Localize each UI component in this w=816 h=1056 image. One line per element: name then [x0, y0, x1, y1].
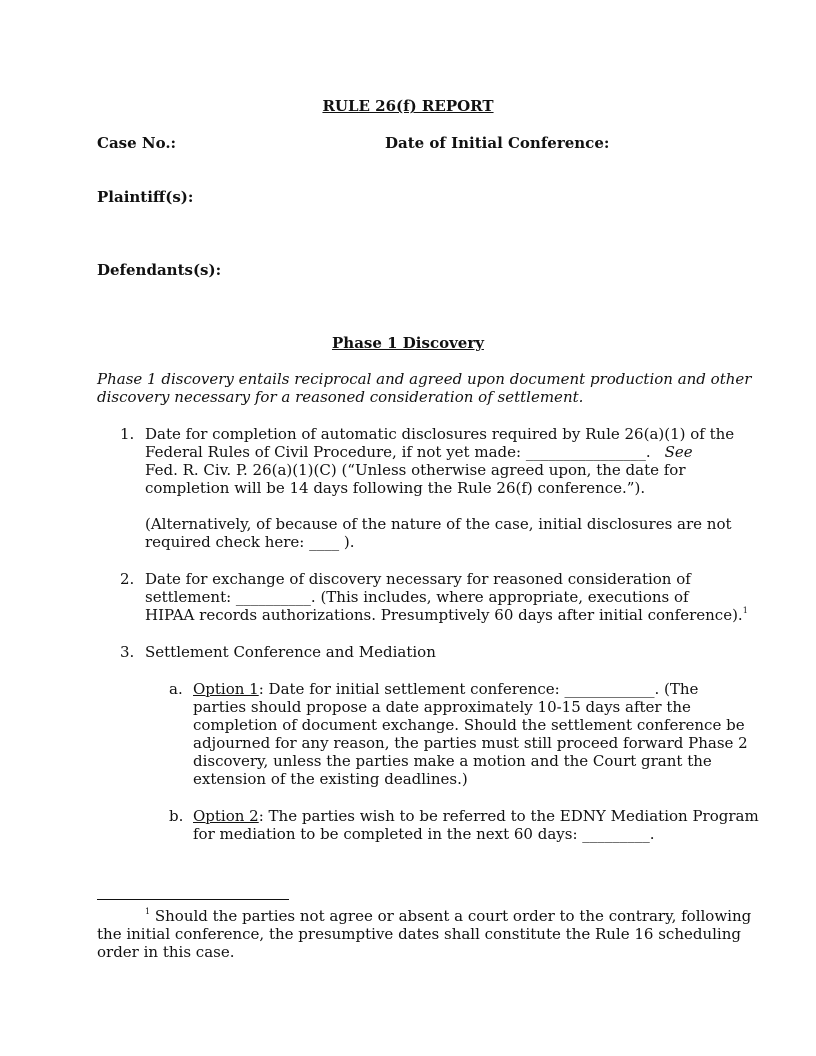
item-3a-text: extension of the existing deadlines.) — [193, 770, 468, 788]
item-2-text: settlement: __________. (This includes, where appropriate, executions of — [145, 588, 689, 606]
item-1-alternative-text: required check here: ____ ). — [145, 533, 355, 551]
option-1-label: Option 1 — [193, 680, 259, 698]
item-1-line — [145, 443, 693, 461]
item-1-text: Fed. R. Civ. P. 26(a)(1)(C) (“Unless otherwise agreed upon, the date for — [145, 461, 686, 479]
footnote-marker: 1 — [145, 907, 151, 916]
item-3-text: Settlement Conference and Mediation — [145, 643, 436, 661]
footnote-separator — [97, 899, 289, 900]
defendants-label: Defendants(s): — [97, 261, 222, 279]
item-2-number: 2. — [120, 570, 135, 588]
item-3a-line — [193, 680, 698, 698]
phase1-intro-line: Phase 1 discovery entails reciprocal and agreed upon document production and other — [97, 370, 752, 388]
item-3b-line — [193, 807, 759, 825]
footnote-text: order in this case. — [97, 943, 235, 961]
initial-conference-date-label: Date of Initial Conference: — [385, 134, 610, 152]
item-3b-letter: b. — [169, 807, 184, 825]
item-2-text: HIPAA records authorizations. Presumptively 60 days after initial conference). — [145, 606, 743, 624]
item-1-alternative-text: (Alternatively, of because of the nature of the case, initial disclosures are not — [145, 515, 732, 533]
phase1-heading: Phase 1 Discovery — [332, 334, 484, 352]
item-1-number: 1. — [120, 425, 135, 443]
item-1-text: Date for completion of automatic disclosures required by Rule 26(a)(1) of the — [145, 425, 735, 443]
item-1-text: Federal Rules of Civil Procedure, if not yet made: ________________. — [145, 443, 651, 461]
item-3a-text: parties should propose a date approximately 10-15 days after the — [193, 698, 691, 716]
item-3-number: 3. — [120, 643, 135, 661]
item-1-see: See — [664, 443, 693, 461]
item-3a-text: completion of document exchange. Should the settlement conference be — [193, 716, 745, 734]
plaintiffs-label: Plaintiff(s): — [97, 188, 194, 206]
item-3a-letter: a. — [169, 680, 183, 698]
option-2-label: Option 2 — [193, 807, 259, 825]
item-3b-text: for mediation to be completed in the next 60 days: _________. — [193, 825, 655, 843]
item-3a-text: : Date for initial settlement conference: ____________. (The — [258, 680, 699, 698]
footnote-text: the initial conference, the presumptive dates shall constitute the Rule 16 scheduling — [97, 925, 741, 943]
item-1-text: completion will be 14 days following the Rule 26(f) conference.”). — [145, 479, 646, 497]
footnote-line — [145, 907, 751, 925]
item-3a-text: discovery, unless the parties make a motion and the Court grant the — [193, 752, 712, 770]
footnote-text: Should the parties not agree or absent a court order to the contrary, following — [150, 907, 752, 925]
item-2-line — [145, 606, 748, 624]
item-3b-text: : The parties wish to be referred to the EDNY Mediation Program — [258, 807, 759, 825]
case-no-label: Case No.: — [97, 134, 177, 152]
phase1-intro-line: discovery necessary for a reasoned consideration of settlement. — [97, 388, 584, 406]
footnote-ref: 1 — [742, 606, 748, 615]
item-3a-text: adjourned for any reason, the parties must still proceed forward Phase 2 — [193, 734, 748, 752]
item-2-text: Date for exchange of discovery necessary for reasoned consideration of — [145, 570, 691, 588]
page-title: RULE 26(f) REPORT — [322, 97, 494, 115]
